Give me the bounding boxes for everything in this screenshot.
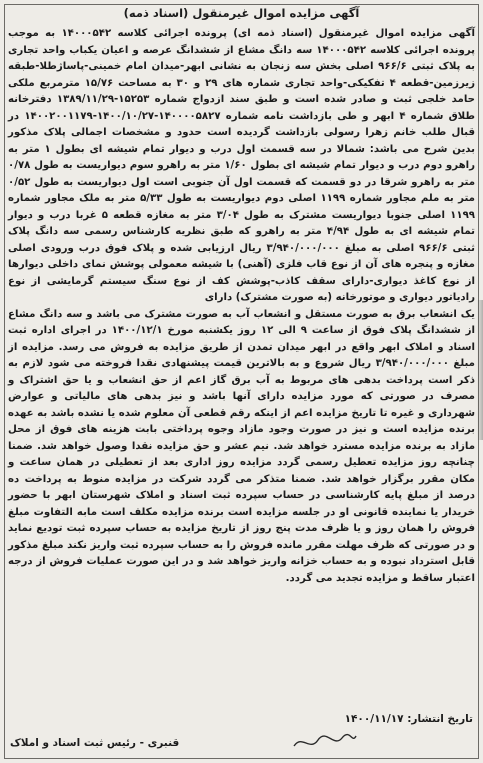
scan-shadow <box>477 300 483 440</box>
signatory: قنبری - رئیس ثبت اسناد و املاک <box>10 737 180 749</box>
notice-paragraph: آگهی مزایده اموال غیرمنقول (اسناد ذمه ای) پرونده اجرائی کلاسه ۱۴۰۰۰۵۴۲ به موجب پرونده اجرائی کلاسه ۱۴۰۰۰۵۴۲ سه دانگ مشاع از ششدانگ عرصه و اعیان یکباب واحد تجاری به پلاک ثبتی ۹۶۶/۶ اصلی بخش سه زنجان به نشانی ابهر-میدان امام خمینی-پاساژطلا-طبقه زیرزمین-قطعه ۴ تفکیکی-واحد تجاری شماره های ۲۹ و ۳۰ به مساحت ۱۵/۷۶ مترمربع ملکی حامد خلجی ثبت و صادر شده است و طبق سند ازدواج شماره ۱۵۲۵۳-۱۳۸۹/۱۱/۲۹ دفترخانه طلاق شماره ۴ ابهر و طی بازداشت نامه شماره ۱۴۰۰۰۰۵۸۲۷-۱۴۰۰/۱۰/۲۷-۱۴۰۰۲۰۰۱۱۷۹ در قبال طلب خانم زهرا رسولی بازداشت گردیده است حدود و مشخصات اجمالی پلاک مذکور بدین شرح می باشد: شمالا در سه قسمت اول درب و دیوار تمام شیشه ای بطول ۱ متر به راهرو دوم درب و دیوار تمام شیشه ای بطول ۱/۶۰ متر به راهرو سوم دیواریست به طول ۰/۷۸ متر به راهرو شرقا در دو قسمت که قسمت اول آن جنوبی است اول دیواریست به طول ۰/۵۲ متر به ملم مجاور شماره ۱۱۹۹ اصلی دوم دیواریست به طول ۵/۳۳ متر به ملک مجاور شماره ۱۱۹۹ اصلی جنوبا دیواریست مشترک به طول ۳/۰۴ متر به مغازه قطعه ۵ غربا درب و دیوار تمام شیشه ای به طول ۴/۹۴ متر به راهرو که طبق نظریه کارشناس رسمی سه دانگ پلاک ثبتی ۹۶۶/۶ اصلی به مبلغ ۳/۹۴۰/۰۰۰/۰۰۰ ریال ارزیابی شده و پلاک فوق درب ورودی اصلی مغازه و پنجره های آن از نوع قاب فلزی (آهنی) با شیشه معمولی پوشش نمای داخلی دیوارها از نوع کاغذ دیواری-دارای سقف کاذب-پوشش کف از نوع سنگ سیستم گرمایشی از نوع رادیاتور دیواری و موتورخانه (به صورت مشترک) دارای <box>8 28 476 303</box>
signature-scribble <box>290 730 360 754</box>
notice-heading: آگهی مزایده اموال غیرمنقول (اسناد ذمه) <box>123 6 360 20</box>
publish-date: تاریخ انتشار: ۱۴۰۰/۱۱/۱۷ <box>344 713 473 725</box>
notice-body <box>8 26 475 587</box>
notice-paragraph: یک انشعاب برق به صورت مستقل و انشعاب آب به صورت مشترک می باشد و سه دانگ مشاع از ششدانگ پلاک فوق از ساعت ۹ الی ۱۲ روز یکشنبه مورخ ۱۴۰۰/۱۲/۱ در اجرای اداره ثبت اسناد و املاک ابهر واقع در ابهر میدان تمدن از طریق مزایده به فروش می رسد. مزایده از مبلغ ۳/۹۴۰/۰۰۰/۰۰۰ ریال شروع و به بالاترین قیمت پیشنهادی نقدا فروخته می شود لازم به ذکر است پرداخت بدهی های مربوط به آب برق گاز اعم از حق انشعاب و یا حق اشتراک و مصرف در صورتی که مورد مزایده دارای آنها باشد و نیز بدهی های مالیاتی و عوارض شهرداری و غیره تا تاریخ مزایده اعم از اینکه رقم قطعی آن معلوم شده یا نشده باشد به عهده برنده مزایده است و نیز در صورت وجود مازاد وجوه پرداختی بابت هزینه های فوق از محل مازاد به برنده مزایده مسترد خواهد شد. نیم عشر و حق مزایده نقدا وصول خواهد شد. ضمنا چنانچه روز مزایده تعطیل رسمی گردد مزایده روز اداری بعد از تعطیلی در همان ساعت و مکان مقرر برگزار خواهد شد. ضمنا متذکر می گردد شرکت در مزایده منوط به پرداخت ده درصد از مبلغ پایه کارشناسی در حساب سپرده ثبت اسناد و املاک شهرستان ابهر با حضور خریدار یا نماینده قانونی او در جلسه مزایده است برنده مزایده مکلف است مابه التفاوت مبلغ فروش را همان روز و یا ظرف مدت پنج روز از تاریخ مزایده به حساب سپرده ثبت تودیع نماید و در صورتی که ظرف مهلت مقرر مانده فروش را به حساب سپرده ثبت واریز نکند مبلغ مذکور قابل استرداد نبوده و به حساب خزانه واریز خواهد شد و در این صورت عملیات فروش از درجه اعتبار ساقط و مزایده تجدید می گردد. <box>8 308 476 584</box>
